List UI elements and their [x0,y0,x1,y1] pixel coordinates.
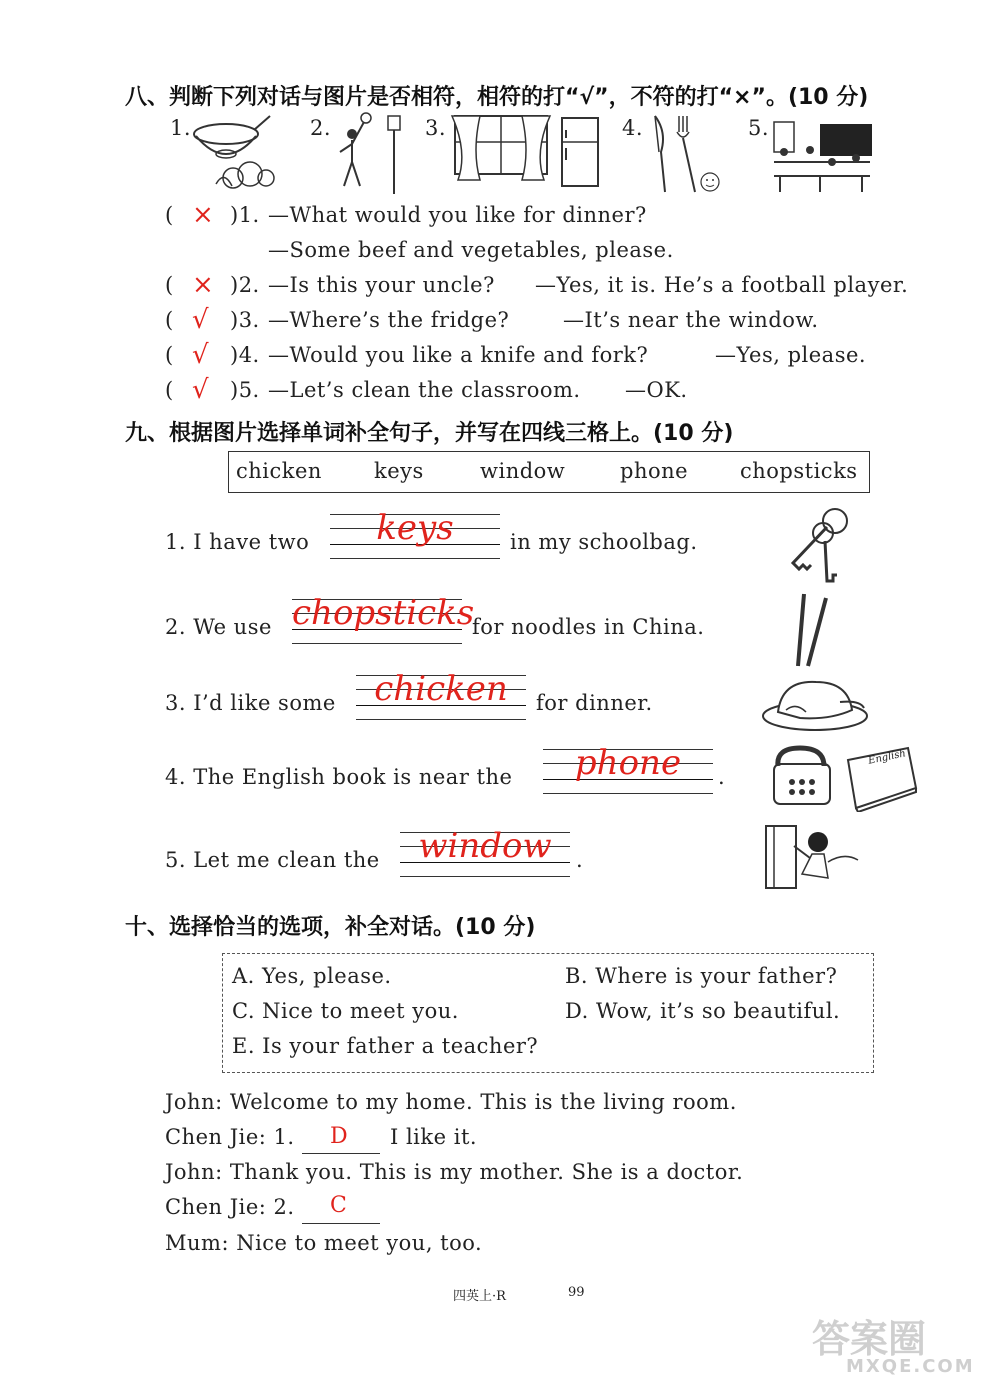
girl-cleaning-window-image [762,822,862,894]
keys-image [785,505,860,585]
sentence-2-after: for noodles in China. [472,615,705,639]
knife-fork-image [645,112,725,197]
paren-open: ( [165,343,174,367]
book-label: English [867,748,907,767]
item-3-question: —Where’s the fridge? [268,308,510,332]
paren-open: ( [165,273,174,297]
paren-open: ( [165,203,174,227]
option-c: C. Nice to meet you. [232,999,459,1023]
sentence-5-before: 5. Let me clean the [165,848,380,872]
sentence-3-answer: chicken [374,669,508,709]
dialogue-line-3: John: Thank you. This is my mother. She is a doctor. [165,1160,744,1184]
item-number-3: )3. [230,308,260,332]
sentence-3-after: for dinner. [536,691,653,715]
sentence-4-after: . [718,765,726,789]
dialogue-line-4-prefix: Chen Jie: 2. [165,1195,295,1219]
option-b: B. Where is your father? [565,964,838,988]
answer-mark-5: √ [192,375,210,405]
sentence-1-answer: keys [376,508,454,548]
item-2-question: —Is this your uncle? [268,273,495,297]
word-bank-phone: phone [620,459,689,483]
footer-label: 四英上·R [453,1289,506,1304]
sentence-5-answer: window [418,826,552,866]
bowl-vegetables-image [188,112,288,197]
section-9-heading: 九、根据图片选择单词补全句子，并写在四线三格上。(10 分) [125,421,734,446]
writing-grid-5 [400,826,570,878]
pic-number-2: 2. [310,116,332,140]
sentence-1-after: in my schoolbag. [510,530,698,554]
watermark-logo: 答案圈 [812,1317,927,1361]
window-fridge-image [450,112,610,192]
page-number: 99 [568,1285,585,1300]
sentence-5-after: . [576,848,584,872]
sentence-2-answer: chopsticks [292,593,475,633]
option-e: E. Is your father a teacher? [232,1034,539,1058]
sentence-1-before: 1. I have two [165,530,310,554]
section-10-heading: 十、选择恰当的选项，补全对话。(10 分) [125,915,536,940]
writing-grid-2 [292,593,475,645]
pic-number-4: 4. [622,116,644,140]
item-1-line-1: —What would you like for dinner? [268,203,647,227]
word-bank-window: window [480,459,566,483]
paren-open: ( [165,308,174,332]
dialogue-line-2-suffix: I like it. [390,1125,478,1149]
pic-number-5: 5. [748,116,770,140]
pic-number-1: 1. [170,116,192,140]
dialogue-answer-2: C [330,1193,348,1218]
writing-grid-1 [330,508,500,560]
answer-mark-4: √ [192,340,210,370]
section-8-heading: 八、判断下列对话与图片是否相符，相符的打“√”，不符的打“×”。(10 分) [125,85,869,110]
item-number-1: )1. [230,203,260,227]
basketball-player-image [330,110,410,195]
answer-blank-1 [302,1153,380,1154]
answer-mark-2: × [192,270,215,300]
item-5-answer: —OK. [625,378,688,402]
watermark-url: MXQE.COM [846,1356,975,1377]
paren-open: ( [165,378,174,402]
dialogue-line-5: Mum: Nice to meet you, too. [165,1231,483,1255]
item-number-4: )4. [230,343,260,367]
item-1-line-2: —Some beef and vegetables, please. [268,238,674,262]
sentence-3-before: 3. I’d like some [165,691,336,715]
item-4-answer: —Yes, please. [715,343,867,367]
writing-grid-4 [543,743,713,795]
answer-mark-1: × [192,200,215,230]
item-number-5: )5. [230,378,260,402]
pic-number-3: 3. [425,116,447,140]
classroom-image [770,112,875,197]
answer-blank-2 [302,1223,380,1224]
sentence-2-before: 2. We use [165,615,272,639]
word-bank-keys: keys [374,459,424,483]
dialogue-line-1: John: Welcome to my home. This is the living room. [165,1090,737,1114]
dialogue-line-2-prefix: Chen Jie: 1. [165,1125,295,1149]
sentence-4-answer: phone [574,743,682,783]
item-4-question: —Would you like a knife and fork? [268,343,649,367]
chopsticks-image [790,590,835,670]
answer-mark-3: √ [192,305,210,335]
dialogue-answer-1: D [330,1124,349,1149]
item-2-answer: —Yes, it is. He’s a football player. [535,273,909,297]
item-5-question: —Let’s clean the classroom. [268,378,581,402]
word-bank-chicken: chicken [236,459,322,483]
writing-grid-3 [356,669,526,721]
sentence-4-before: 4. The English book is near the [165,765,513,789]
item-3-answer: —It’s near the window. [563,308,819,332]
item-number-2: )2. [230,273,260,297]
option-d: D. Wow, it’s so beautiful. [565,999,841,1023]
word-bank-chopsticks: chopsticks [740,459,858,483]
option-a: A. Yes, please. [232,964,392,988]
roast-chicken-image [760,672,870,734]
